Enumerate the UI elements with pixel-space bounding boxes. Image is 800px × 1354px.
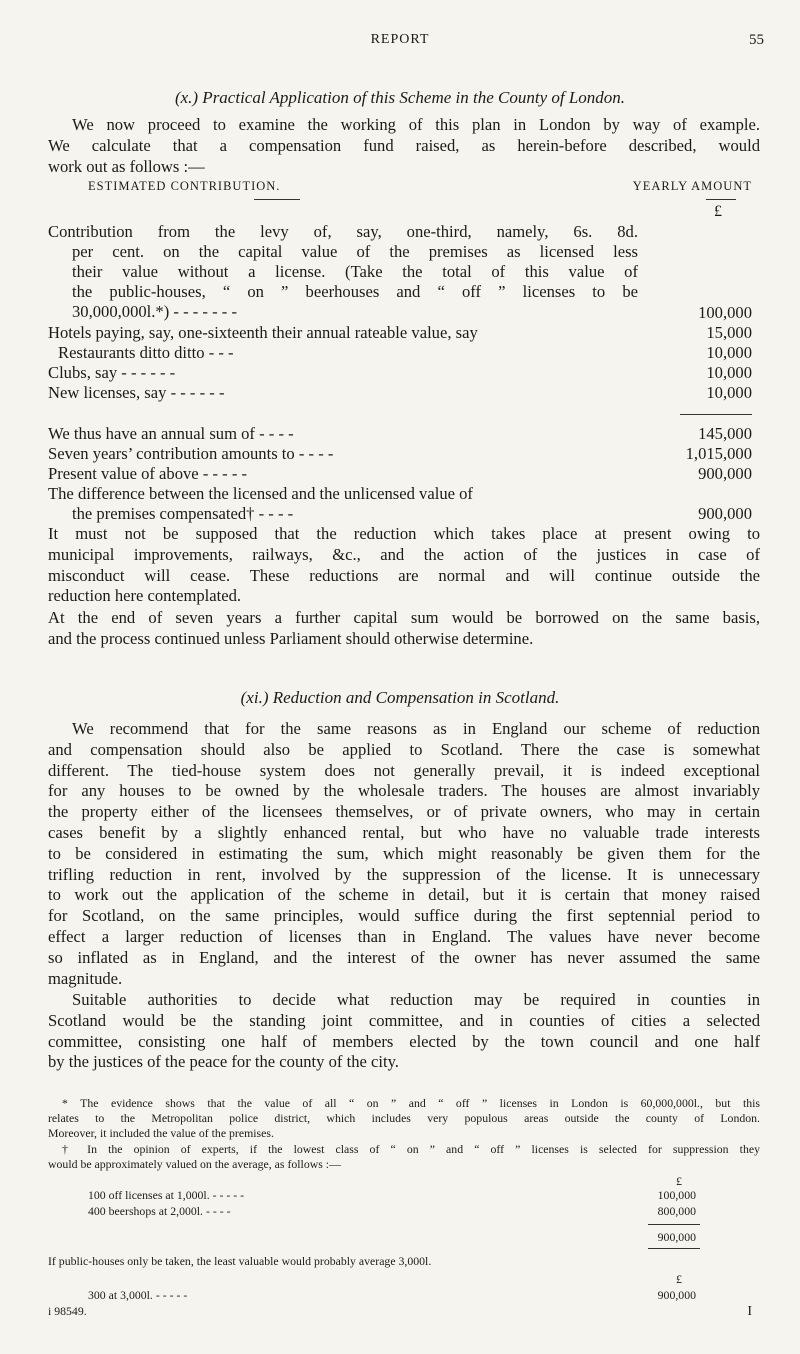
amount-value: 145,000	[698, 424, 752, 443]
section-xi-paragraph-2	[48, 990, 760, 1073]
section-x-paragraph-1	[48, 524, 760, 607]
amount-value: 15,000	[706, 323, 752, 342]
footnote-star	[48, 1096, 760, 1142]
text-line: It must not be supposed that the reduction which takes place at present owing to	[48, 524, 760, 543]
text-line: different. The tied-house system does not generally prevail, it is indeed exceptional	[48, 760, 760, 780]
text-line: committee, consisting one half of members elected by the town council and one half	[48, 1031, 760, 1051]
footnote-line: relates to the Metropolitan police district, which includes very populous areas outside the county of London.	[48, 1111, 760, 1126]
amount-value: 1,015,000	[685, 444, 752, 463]
column-rule-right	[706, 199, 736, 200]
text-line: 30,000,000l.*) - - - - - - -	[72, 302, 237, 321]
currency-symbol: £	[676, 1272, 682, 1286]
section-x-intro	[48, 115, 760, 177]
text-line: Suitable authorities to decide what reduction may be required in counties in	[72, 990, 760, 1009]
summary-label: The difference between the licensed and the unlicensed value of	[48, 484, 473, 503]
text-line: We now proceed to examine the working of this plan in London by way of example.	[72, 115, 760, 134]
text-line: and the process continued unless Parliament should otherwise determine.	[48, 628, 534, 648]
text-line: by the justices of the peace for the county of the city.	[48, 1052, 399, 1072]
currency-symbol: £	[714, 203, 722, 220]
amount-value: 900,000	[698, 504, 752, 523]
page-number: 55	[749, 32, 764, 48]
text-line: At the end of seven years a further capital sum would be borrowed on the same basis,	[48, 608, 760, 627]
footnote-line: If public-houses only be taken, the least valuable would probably average 3,000l.	[48, 1254, 432, 1268]
signature-mark: I	[747, 1304, 752, 1319]
summary-label: We thus have an annual sum of - - - -	[48, 424, 294, 443]
footnote-row-label: 100 off licenses at 1,000l. - - - - -	[88, 1188, 245, 1202]
footnote-total-rule	[648, 1248, 700, 1249]
footnote-total: 900,000	[657, 1230, 696, 1244]
text-line: magnitude.	[48, 968, 123, 988]
text-line: work out as follows :—	[48, 156, 205, 176]
text-line: the property either of the licensees themselves, or of private owners, who may in certain	[48, 802, 760, 822]
text-line: We recommend that for the same reasons as in England our scheme of reduction	[72, 719, 760, 738]
section-xi-heading: (xi.) Reduction and Compensation in Scotland.	[240, 688, 560, 707]
section-x-heading: (x.) Practical Application of this Scheme in the County of London.	[174, 88, 626, 107]
amount-value: 10,000	[706, 383, 752, 402]
footnote-amount: 800,000	[657, 1204, 696, 1218]
summary-label: the premises compensated† - - - -	[72, 504, 294, 523]
text-line: misconduct will cease. These reductions are normal and will continue outside the	[48, 565, 760, 585]
column-heading-contribution: ESTIMATED CONTRIBUTION.	[88, 179, 281, 193]
section-x-paragraph-2	[48, 608, 760, 650]
row-label: Hotels paying, say, one-sixteenth their annual rateable value, say	[48, 323, 478, 342]
text-line: cases benefit by a slightly enhanced rental, but who have no valuable trade interests	[48, 822, 760, 842]
running-header: REPORT	[370, 32, 430, 47]
amount-value: 10,000	[706, 343, 752, 362]
row-label: New licenses, say - - - - - -	[48, 383, 225, 402]
footnote-line: † In the opinion of experts, if the lowest class of “ on ” and “ off ” licenses is selected for suppression they	[62, 1142, 760, 1156]
text-line: to be considered in estimating the sum, which might reasonably be given them for the	[48, 843, 760, 863]
footnote-row-label: 400 beershops at 2,000l. - - - -	[88, 1204, 231, 1218]
text-line: to work out the application of the scheme in detail, but it is certain that money raised	[48, 885, 760, 905]
amount-value: 10,000	[706, 363, 752, 382]
sum-rule	[680, 414, 752, 415]
text-line: and compensation should also be applied to Scotland. There the case is somewhat	[48, 739, 760, 759]
row-label: Clubs, say - - - - - -	[48, 363, 176, 382]
footnote-line: Moreover, it included the value of the premises.	[48, 1126, 274, 1141]
text-line: trifling reduction in rent, involved by the suppression of the license. It is unnecessary	[48, 864, 760, 884]
amount-value: 900,000	[698, 464, 752, 483]
text-line: effect a larger reduction of licenses than in England. The values have never become	[48, 926, 760, 946]
text-line: so inflated as in England, and the interest of the owner has never assumed the same	[48, 947, 760, 967]
text-line: reduction here contemplated.	[48, 586, 242, 606]
footnote-row-label: 300 at 3,000l. - - - - -	[88, 1288, 188, 1302]
footnote-dagger	[48, 1142, 760, 1172]
text-line: their value without a license. (Take the total of this value of	[72, 262, 638, 281]
section-xi-paragraph-1	[48, 719, 760, 989]
summary-label: Seven years’ contribution amounts to - - - -	[48, 444, 334, 463]
row-label: Restaurants ditto ditto - - -	[58, 343, 234, 362]
footnote-line: would be approximately valued on the average, as follows :—	[48, 1157, 341, 1172]
column-heading-amount: YEARLY AMOUNT	[632, 179, 752, 193]
printer-signature: i 98549.	[48, 1304, 87, 1318]
text-line: We calculate that a compensation fund raised, as herein-before described, would	[48, 135, 760, 155]
text-line: Contribution from the levy of, say, one-third, namely, 6s. 8d.	[48, 222, 638, 241]
text-line: per cent. on the capital value of the premises as licensed less	[72, 242, 638, 261]
contribution-block	[48, 222, 638, 322]
text-line: municipal improvements, railways, &c., and the action of the justices in case of	[48, 544, 760, 564]
summary-label: Present value of above - - - - -	[48, 464, 248, 483]
amount-value: 100,000	[698, 303, 752, 322]
footnote-line: * The evidence shows that the value of all “ on ” and “ off ” licenses in London is 60,000,000l., but this	[62, 1096, 760, 1110]
footnote-amount: 100,000	[657, 1188, 696, 1202]
currency-symbol: £	[676, 1174, 682, 1188]
footnote-sum-rule	[648, 1224, 700, 1225]
text-line: the public-houses, “ on ” beerhouses and “ off ” licenses to be	[72, 282, 638, 301]
footnote-amount: 900,000	[657, 1288, 696, 1302]
text-line: Scotland would be the standing joint committee, and in counties of cities a selected	[48, 1010, 760, 1030]
text-line: for any houses to be owned by the wholesale traders. The houses are almost invariably	[48, 781, 760, 801]
column-rule-left	[254, 199, 300, 200]
text-line: for Scotland, on the same principles, would suffice during the first septennial period to	[48, 906, 760, 926]
